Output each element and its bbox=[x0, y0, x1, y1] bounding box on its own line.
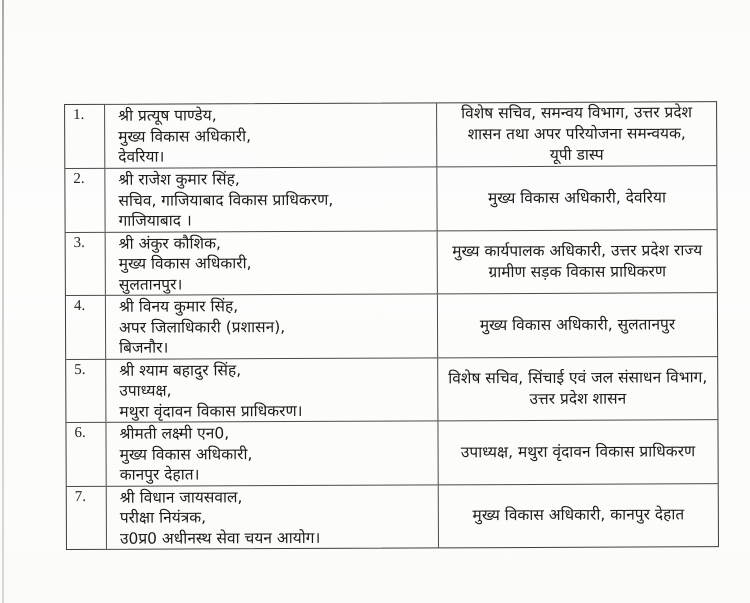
serial-number: 6. bbox=[74, 424, 86, 441]
new-posting-line: ग्रामीण सड़क विकास प्राधिकरण bbox=[488, 262, 667, 281]
serial-number: 4. bbox=[73, 297, 86, 314]
new-posting-text bbox=[448, 240, 707, 283]
table-row bbox=[66, 292, 717, 358]
officer-cell bbox=[104, 167, 436, 231]
new-posting-line: मुख्य विकास अधिकारी, देवरिया bbox=[487, 188, 666, 207]
new-posting-line: यूपी डास्प bbox=[549, 145, 604, 164]
table-row bbox=[66, 419, 717, 485]
officer-detail-line: मुख्य विकास अधिकारी, bbox=[118, 126, 252, 146]
new-posting-line: शासन तथा अपर परियोजना समन्वयक, bbox=[467, 124, 686, 144]
officer-detail-line: परीक्षा नियंत्रक, bbox=[119, 508, 207, 527]
officer-detail-line: श्री राजेश कुमार सिंह, bbox=[118, 170, 240, 189]
serial-number: 2. bbox=[73, 170, 85, 187]
table-row bbox=[66, 229, 717, 295]
new-posting-line: विशेष सचिव, सिंचाई एवं जल संसाधन विभाग, bbox=[448, 367, 708, 388]
new-posting-text bbox=[448, 367, 707, 410]
scan-edge-artifact bbox=[2, 0, 4, 603]
serial-number: 3. bbox=[73, 234, 85, 251]
serial-number: 5. bbox=[74, 361, 86, 378]
officer-detail-line: श्री विधान जायसवाल, bbox=[119, 487, 243, 507]
officer-cell bbox=[104, 103, 436, 167]
serial-number-cell bbox=[65, 105, 104, 168]
new-posting-line: उपाध्यक्ष, मथुरा वृंदावन विकास प्राधिकरण bbox=[460, 442, 696, 462]
officer-detail-line: कानपुर देहात। bbox=[119, 465, 200, 484]
officer-detail-line: गाजियाबाद । bbox=[118, 211, 192, 230]
officer-detail-line: सुलतानपुर। bbox=[118, 274, 183, 294]
transfer-table-wrap bbox=[64, 101, 719, 550]
table-row bbox=[65, 102, 716, 168]
serial-number-cell bbox=[66, 423, 105, 486]
new-posting-cell bbox=[438, 484, 718, 548]
officer-cell bbox=[105, 358, 437, 422]
officer-detail-line: सचिव, गाजियाबाद विकास प्राधिकरण, bbox=[118, 190, 334, 210]
new-posting-line: मुख्य विकास अधिकारी, सुलतानपुर bbox=[479, 315, 676, 334]
table-row bbox=[66, 356, 717, 422]
officer-detail-line: बिजनौर। bbox=[119, 338, 169, 357]
new-posting-text bbox=[449, 441, 708, 463]
officer-cell bbox=[106, 485, 438, 549]
new-posting-cell bbox=[437, 357, 717, 421]
new-posting-text bbox=[449, 504, 708, 526]
serial-number-cell bbox=[66, 296, 105, 359]
new-posting-cell bbox=[437, 230, 717, 294]
serial-number-cell bbox=[66, 232, 105, 295]
serial-number-cell bbox=[66, 359, 105, 422]
new-posting-line: उत्तर प्रदेश शासन bbox=[529, 389, 627, 408]
officer-detail-line: देवरिया। bbox=[118, 147, 165, 166]
officer-detail-line: श्री प्रत्यूष पाण्डेय, bbox=[118, 106, 217, 125]
table-row bbox=[67, 483, 718, 549]
officer-detail-line: श्रीमती लक्ष्मी एन0, bbox=[119, 424, 230, 443]
officer-detail-line: श्री श्याम बहादुर सिंह, bbox=[119, 360, 242, 380]
officer-cell bbox=[105, 421, 437, 485]
new-posting-cell bbox=[437, 293, 717, 357]
new-posting-text bbox=[448, 314, 707, 336]
serial-number: 7. bbox=[74, 488, 87, 505]
new-posting-text bbox=[447, 187, 706, 209]
officer-detail-line: श्री अंकुर कौशिक, bbox=[118, 233, 221, 253]
officer-detail-line: मथुरा वृंदावन विकास प्राधिकरण। bbox=[119, 401, 303, 421]
serial-number-cell bbox=[65, 169, 104, 232]
new-posting-line: मुख्य कार्यपालक अधिकारी, उत्तर प्रदेश राज्य bbox=[452, 240, 703, 261]
serial-number-cell bbox=[67, 486, 106, 549]
table-row bbox=[65, 165, 716, 231]
new-posting-cell bbox=[436, 102, 716, 166]
new-posting-cell bbox=[437, 420, 717, 484]
officer-detail-line: मुख्य विकास अधिकारी, bbox=[119, 444, 253, 464]
new-posting-text bbox=[447, 102, 706, 166]
new-posting-line: मुख्य विकास अधिकारी, कानपुर देहात bbox=[472, 505, 685, 525]
serial-number: 1. bbox=[73, 106, 85, 123]
transfer-table bbox=[64, 101, 719, 550]
officer-detail-line: अपर जिलाधिकारी (प्रशासन), bbox=[118, 317, 286, 337]
officer-detail-line: श्री विनय कुमार सिंह, bbox=[118, 297, 239, 316]
officer-detail-line: मुख्य विकास अधिकारी, bbox=[118, 254, 252, 273]
new-posting-line: विशेष सचिव, समन्वय विभाग, उत्तर प्रदेश bbox=[461, 103, 693, 123]
officer-detail-line: उपाध्यक्ष, bbox=[119, 381, 172, 400]
officer-detail-line: उ0प्र0 अधीनस्थ सेवा चयन आयोग। bbox=[119, 528, 321, 548]
officer-cell bbox=[105, 231, 437, 295]
new-posting-cell bbox=[436, 166, 716, 230]
officer-cell bbox=[105, 294, 437, 358]
